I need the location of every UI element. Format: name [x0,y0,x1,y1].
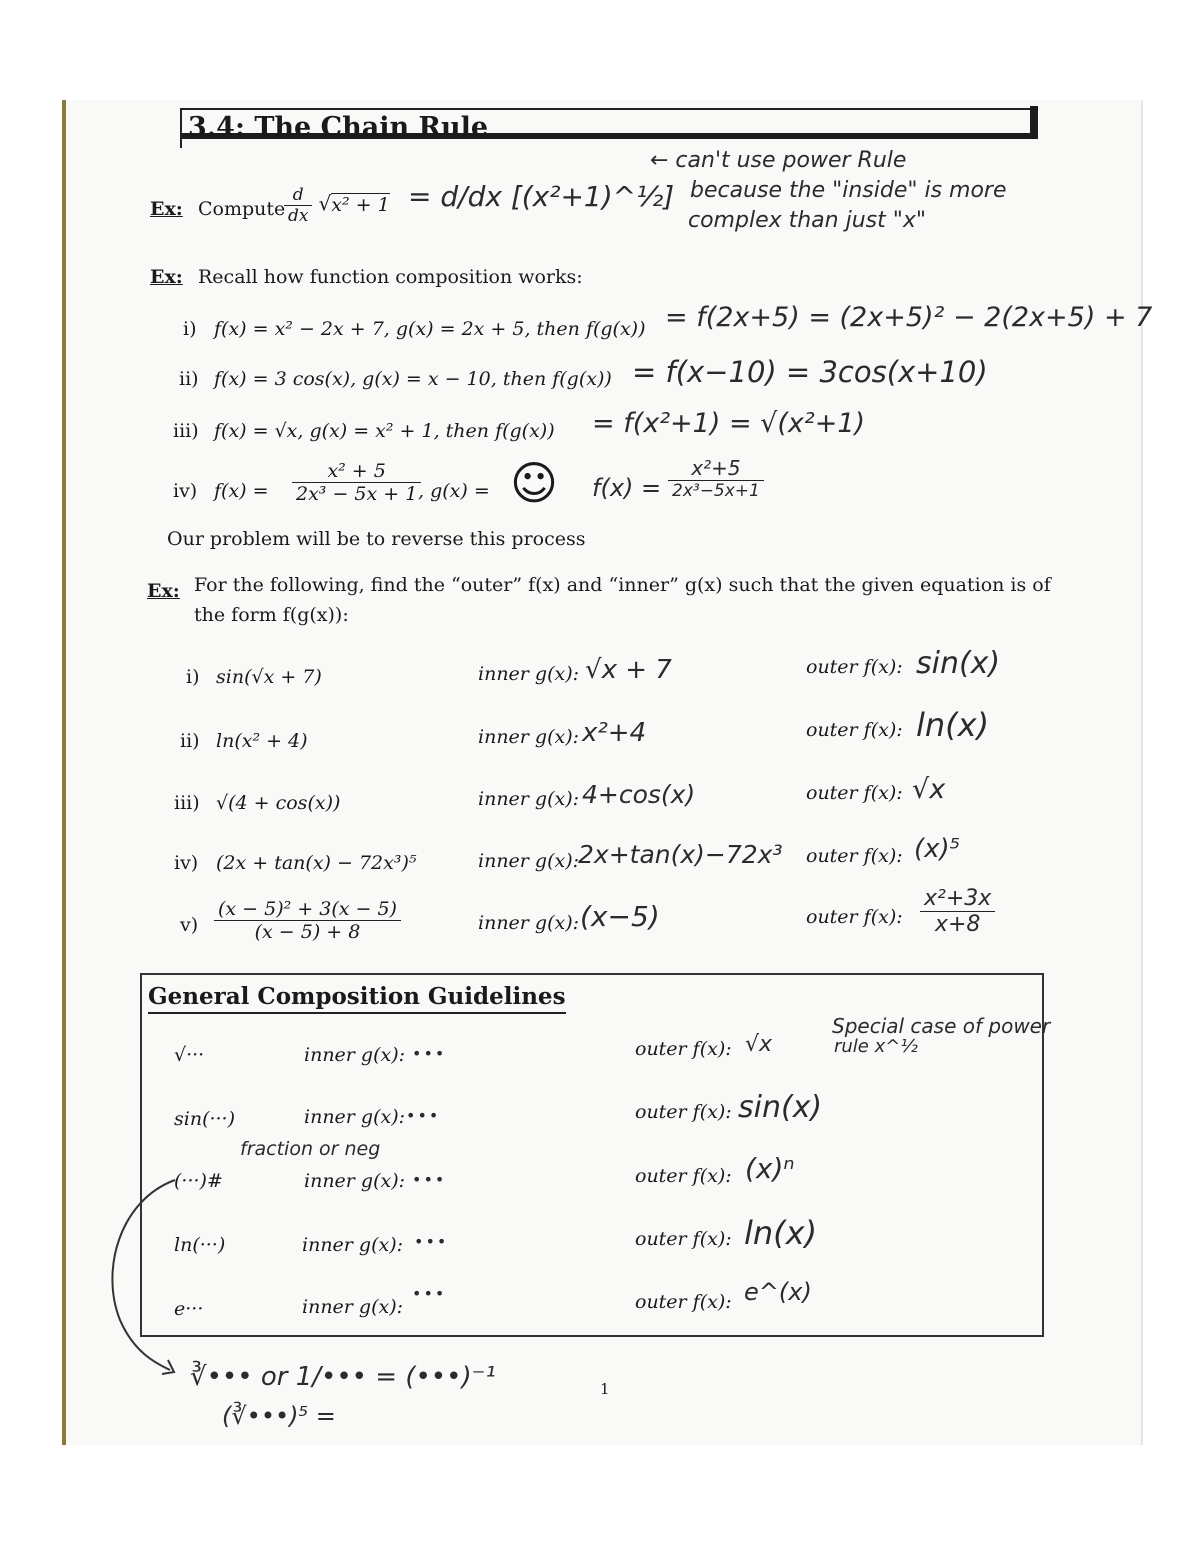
guide-expr-5: e··· [174,1298,204,1320]
guidelines-note-1: Special case of power [832,1014,1051,1038]
ex3-row5-outer-fraction [920,886,995,937]
guide-inner-label-3: inner g(x): [304,1170,406,1192]
guide-inner-label-4: inner g(x): [302,1234,404,1256]
guide-outer-label-3: outer f(x): [635,1165,732,1187]
ex3-row-expr-2: ln(x² + 4) [216,730,308,752]
guide-inner-label-5: inner g(x): [302,1296,404,1318]
ex1-hand-note-2: because the "inside" is more [690,178,1007,203]
ex3-inner-value-2: x²+4 [582,718,647,748]
ex3-outer-label-3: outer f(x): [806,782,903,804]
deriv-den: dx [288,206,309,226]
ex2-item4-hand-fraction [668,456,764,501]
curve-arrow-icon [100,1170,190,1390]
ex3-row5-den: (x − 5) + 8 [254,921,361,943]
ex2-reverse: Our problem will be to reverse this process [167,528,586,550]
ex2-item-hand-3: = f(x²+1) = √(x²+1) [592,408,866,439]
ex2-item4-hand-num: x²+5 [668,456,764,481]
ex3-row5-fraction [214,898,401,943]
guide-outer-value-4: ln(x) [744,1214,818,1252]
ex3-line1: For the following, find the “outer” f(x) and “inner” g(x) such that the given equation is of [194,574,1051,596]
ex3-inner-value-3: 4+cos(x) [582,780,696,809]
ex3-outer-value-1: sin(x) [916,646,1001,681]
ex2-text: Recall how function composition works: [198,266,583,288]
ex3-inner-label-2: inner g(x): [478,726,580,748]
guide-outer-value-3: (x)ⁿ [745,1152,795,1185]
ex3-row-num-4: iv) [174,852,199,874]
ex2-item4-den: 2x³ − 5x + 1 [296,483,418,505]
ex2-item-hand-2: = f(x−10) = 3cos(x+10) [632,355,988,389]
smiley-icon: ☺ [510,456,558,510]
guide-outer-label-2: outer f(x): [635,1101,732,1123]
guide-expr-4: ln(···) [174,1234,226,1256]
guide-expr-3: (···)# [174,1170,223,1192]
ex3-row-num-1: i) [186,666,200,688]
ex3-row5-outer-num: x²+3x [920,886,995,912]
bottom-hand-2: (∛•••)⁵ = [222,1402,336,1430]
ex3-inner-label-3: inner g(x): [478,788,580,810]
guide-outer-label-5: outer f(x): [635,1291,732,1313]
ex2-item4-f: f(x) = [214,480,269,502]
guidelines-note-2: rule x^½ [834,1036,918,1057]
ex3-outer-value-2: ln(x) [916,706,990,744]
ex1-text: Compute [198,198,286,220]
page-title: 3.4: The Chain Rule [188,112,489,143]
ex2-item-text-1: f(x) = x² − 2x + 7, g(x) = 2x + 5, then f(g(x)) [214,318,646,340]
ex3-row-num-2: ii) [180,730,200,752]
ex3-row-expr-4: (2x + tan(x) − 72x³)⁵ [216,852,417,874]
ex1-derivative: $\frac{d}{dx}$ √x² + 1 [284,185,390,226]
ex1-hand-note-3: complex than just "x" [688,208,926,233]
guide-outer-label-1: outer f(x): [635,1038,732,1060]
ex3-line2: the form f(g(x)): [194,604,349,626]
ex3-row5-num: (x − 5)² + 3(x − 5) [214,898,401,921]
ex1-hand-answer: = d/dx [(x²+1)^½] [408,180,675,213]
ex2-item-text-3: f(x) = √x, g(x) = x² + 1, then f(g(x)) [214,420,555,442]
ex3-row5-outer-den: x+8 [934,912,981,937]
deriv-num: d [284,185,312,206]
guide-inner-value-5: ••• [412,1284,447,1303]
bottom-hand-1: ∛••• or 1/••• = (•••)⁻¹ [190,1362,496,1392]
guide-expr-1: √··· [174,1044,205,1066]
ex3-inner-label-4: inner g(x): [478,850,580,872]
ex2-item-num-2: ii) [179,368,199,390]
guide-inner-value-4: ••• [414,1232,449,1251]
ex3-outer-value-4: (x)⁵ [914,834,961,864]
guide-outer-value-1: √x [745,1032,773,1057]
page-number: 1 [600,1380,610,1398]
ex3-row-expr-3: √(4 + cos(x)) [216,792,341,814]
ex3-inner-value-4: 2x+tan(x)−72x³ [578,840,783,869]
ex1-hand-note-1: ← can't use power Rule [650,148,907,173]
ex3-inner-value-5: (x−5) [580,900,660,933]
ex3-row-num-3: iii) [174,792,200,814]
ex3-outer-label-2: outer f(x): [806,719,903,741]
ex3-outer-label-5: outer f(x): [806,906,903,928]
ex2-item4-hand-den: 2x³−5x+1 [672,481,760,501]
ex2-item-num-1: i) [183,318,197,340]
guide-outer-value-2: sin(x) [738,1090,823,1125]
guide-outer-label-4: outer f(x): [635,1228,732,1250]
title-bar-end [1030,106,1038,139]
guide-expr-2: sin(···) [174,1108,236,1130]
ex2-item-text-2: f(x) = 3 cos(x), g(x) = x − 10, then f(g(x)) [214,368,612,390]
ex2-label: Ex: [150,266,183,288]
ex3-outer-label-4: outer f(x): [806,845,903,867]
ex2-item4-g: , g(x) = [418,480,490,502]
ex3-inner-label-5: inner g(x): [478,912,580,934]
ex3-inner-value-1: √x + 7 [585,655,672,685]
ex2-item-num-3: iii) [173,420,199,442]
guide-inner-value-3: ••• [412,1170,447,1189]
ex3-outer-label-1: outer f(x): [806,656,903,678]
ex1-label: Ex: [150,198,183,220]
guide-inner-label-2: inner g(x): [304,1106,406,1128]
ex2-item-hand-1: = f(2x+5) = (2x+5)² − 2(2x+5) + 7 [665,302,1153,333]
ex2-item-num-4: iv) [173,480,198,502]
ex3-label: Ex: [147,580,180,602]
fraction-note: fraction or neg [240,1138,381,1160]
ex2-item4-fraction [292,460,421,505]
guide-inner-label-1: inner g(x): [304,1044,406,1066]
guide-inner-value-1: ••• [412,1044,447,1063]
ex3-row-expr-1: sin(√x + 7) [216,666,322,688]
guide-outer-value-5: e^(x) [744,1278,812,1306]
ex3-outer-value-3: √x [912,774,946,805]
ex3-inner-label-1: inner g(x): [478,663,580,685]
ex3-row-num-5: v) [180,914,199,936]
guide-inner-value-2: ••• [406,1106,441,1125]
ex2-item4-hand-f: f(x) = [592,474,662,502]
ex1-radicand: x² + 1 [331,193,390,216]
guidelines-title: General Composition Guidelines [148,983,566,1014]
ex2-item4-num: x² + 5 [292,460,421,483]
